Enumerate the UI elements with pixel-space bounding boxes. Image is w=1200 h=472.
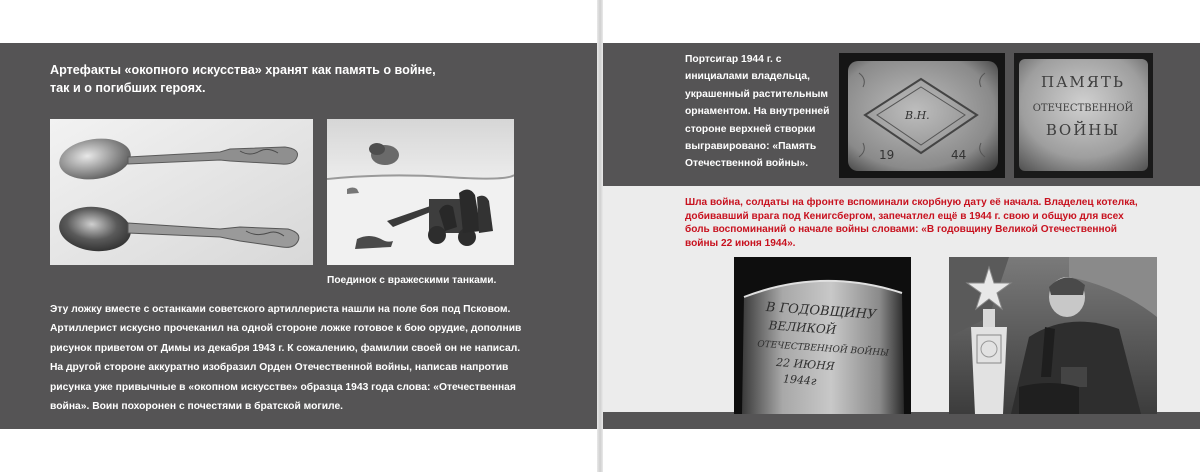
case-text-line: Портсигар 1944 г. с xyxy=(685,54,782,65)
spoon-description xyxy=(50,300,521,416)
case-text-line: орнаментом. На внутренней xyxy=(685,106,830,118)
mess-tin-photo xyxy=(734,257,911,414)
tin-engraving-line: 1944г xyxy=(782,372,817,388)
right-page xyxy=(603,0,1200,472)
lid-engraving-line: ВОЙНЫ xyxy=(1045,121,1121,139)
case-text-line: стороне верхней створки xyxy=(685,123,816,135)
case-year-right: 44 xyxy=(951,148,967,162)
battle-caption: Поединок с вражескими танками. xyxy=(327,275,497,286)
body-line: рисунка уже привычные в «окопном искусстве» образца 1943 года слова: «Отечественная xyxy=(50,381,516,393)
case-year-left: 19 xyxy=(879,148,895,162)
heading-line-2: так и о погибших героях. xyxy=(50,81,206,95)
tin-engraving-line: ВЕЛИКОЙ xyxy=(768,318,837,337)
case-text-line: украшенный растительным xyxy=(685,88,829,100)
cigarette-case-description xyxy=(685,51,829,173)
lid-engraving-line: ОТЕЧЕСТВЕННОЙ xyxy=(1032,103,1134,114)
red-text-line: боль воспоминаний о начале войны словами: «В годовщину Великой Отечественной xyxy=(685,224,1117,236)
left-heading xyxy=(50,61,436,97)
soldier-grave-photo xyxy=(949,257,1157,414)
left-page xyxy=(0,0,597,472)
spoons-photo xyxy=(50,119,313,265)
red-text-line: Шла война, солдаты на фронте вспоминали скорбную дату её начала. Владелец котелка, xyxy=(685,197,1138,208)
body-line: рисунок приветом от Димы из декабря 1943 г. К сожалению, фамилии своей он не написал. xyxy=(50,342,521,354)
case-text-line: инициалами владельца, xyxy=(685,71,810,83)
case-text-line: Отечественной войны». xyxy=(685,158,809,170)
body-line: Эту ложку вместе с останками советского артиллериста нашли на поле боя под Псковом. xyxy=(50,304,511,315)
body-line: На другой стороне аккуратно изобразил Орден Отечественной войны, написав напротив xyxy=(50,362,509,374)
body-line: Артиллерист искусно прочеканил на одной стороне ложке готовое к бою орудие, дополнив xyxy=(50,323,522,335)
right-dark-bottom-strip xyxy=(603,412,1200,429)
mess-tin-description xyxy=(685,196,1138,250)
tin-engraving-line: В ГОДОВЩИНУ xyxy=(765,300,877,323)
case-initials: В.Н. xyxy=(905,109,930,122)
cigarette-case-photo xyxy=(839,53,1005,178)
red-text-line: войны 22 июня 1944». xyxy=(685,237,796,249)
battle-photo xyxy=(327,119,514,265)
heading-line-1: Артефакты «окопного искусства» хранят как память о войне, xyxy=(50,63,436,77)
red-text-line: добивавший врага под Кенигсбергом, запечатлел ещё в 1944 г. свою и общую для всех xyxy=(685,210,1124,222)
lid-engraving-line: ПАМЯТЬ xyxy=(1040,73,1126,91)
cigarette-case-lid-photo xyxy=(1014,53,1153,178)
body-line: война». Воин похоронен с почестями в братской могиле. xyxy=(50,401,344,413)
case-text-line: выгравировано: «Память xyxy=(685,141,817,153)
tin-engraving-line: 22 ИЮНЯ xyxy=(775,355,836,373)
tin-engraving-line: ОТЕЧЕСТВЕННОЙ ВОЙНЫ xyxy=(756,339,890,359)
